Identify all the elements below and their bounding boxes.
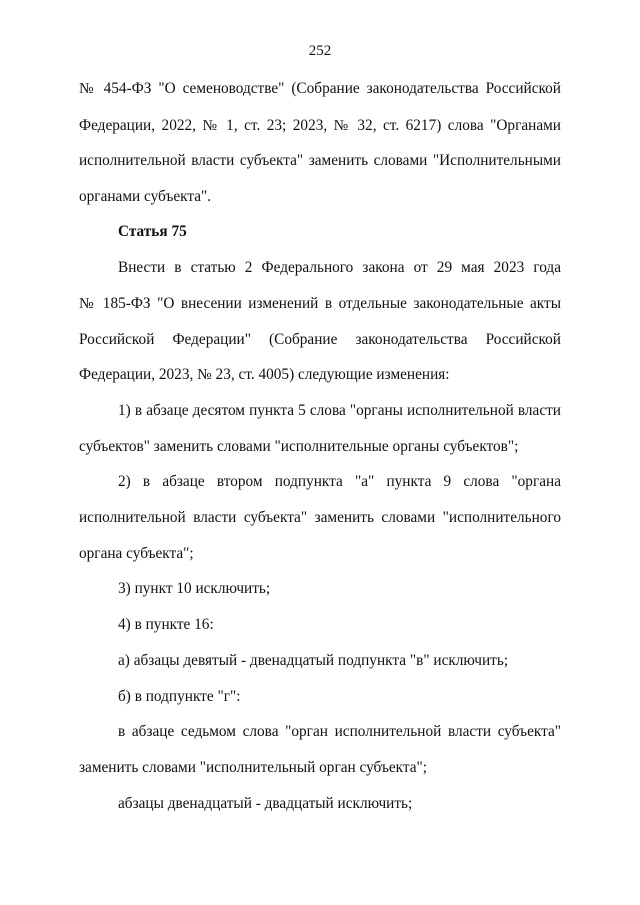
article-heading: Статья 75 <box>118 223 187 240</box>
text-line: 4) в пункте 16: <box>118 616 214 633</box>
text-line: Российской Федерации" (Собрание законодательства Российской <box>79 331 561 348</box>
text-line: исполнительной власти субъекта" заменить словами "исполнительного <box>79 509 561 526</box>
text-line: Федерации, 2022, № 1, ст. 23; 2023, № 32, ст. 6217) слова "Органами <box>79 117 561 134</box>
text-line: Федерации, 2023, № 23, ст. 4005) следующие изменения: <box>79 366 450 383</box>
text-line: 3) пункт 10 исключить; <box>118 580 271 597</box>
text-line: исполнительной власти субъекта" заменить словами "Исполнительными <box>79 152 561 169</box>
text-line: б) в подпункте "г": <box>118 688 241 705</box>
text-line: 2) в абзаце втором подпункта "а" пункта 9 слова "органа <box>118 473 561 490</box>
text-line: № 454-ФЗ "О семеноводстве" (Собрание законодательства Российской <box>79 80 561 97</box>
text-line: органами субъекта". <box>79 188 212 205</box>
text-line: Внести в статью 2 Федерального закона от 29 мая 2023 года <box>118 259 561 276</box>
text-line: а) абзацы девятый - двенадцатый подпункта "в" исключить; <box>118 652 509 669</box>
text-line: субъектов" заменить словами "исполнительные органы субъектов"; <box>79 438 519 455</box>
text-line: органа субъекта"; <box>79 545 194 562</box>
text-line: заменить словами "исполнительный орган субъекта"; <box>79 759 428 776</box>
page-number: 252 <box>308 43 332 59</box>
text-line: абзацы двенадцатый - двадцатый исключить; <box>118 795 413 812</box>
text-line: в абзаце седьмом слова "орган исполнительной власти субъекта" <box>118 723 561 740</box>
text-line: 1) в абзаце десятом пункта 5 слова "органы исполнительной власти <box>118 402 561 419</box>
text-line: № 185-ФЗ "О внесении изменений в отдельные законодательные акты <box>79 295 561 312</box>
